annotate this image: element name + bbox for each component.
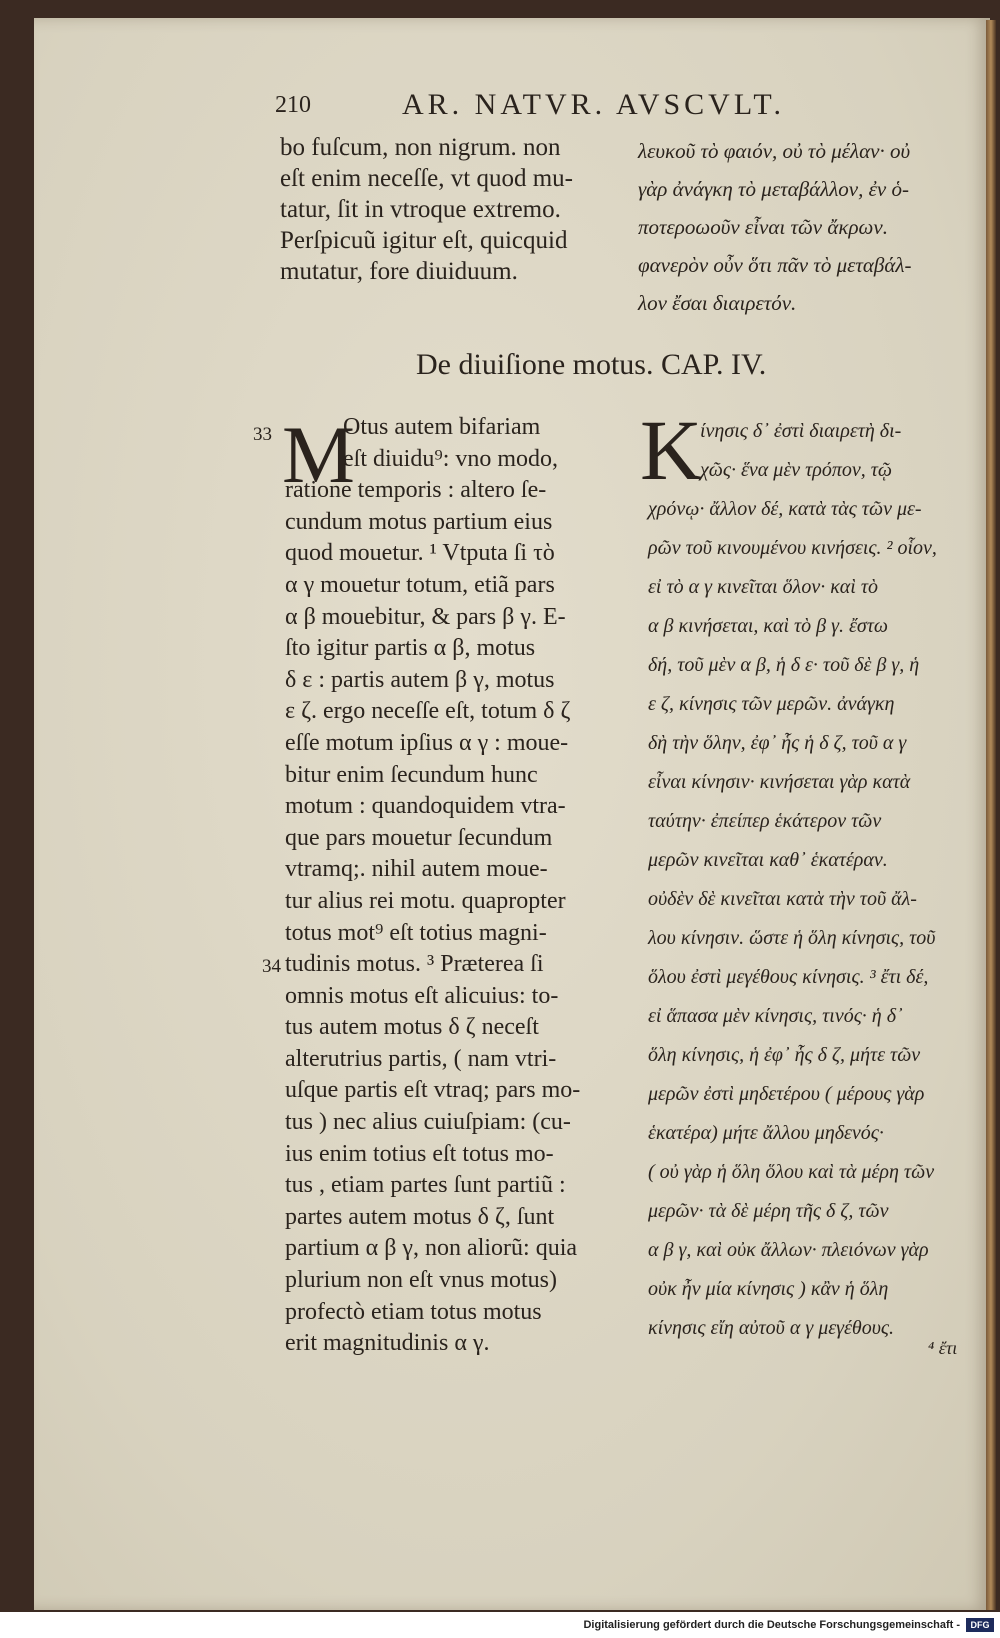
text-line: ſto igitur partis α β, motus	[285, 635, 536, 662]
text-line: vtramq;. nihil autem moue-	[285, 856, 548, 883]
text-line: motum : quandoquidem vtra-	[285, 793, 566, 820]
text-line: μερῶν ἐστὶ μηδετέρου ( μέρους γὰρ	[648, 1083, 925, 1105]
greek-top-text	[638, 132, 912, 322]
text-line: tur alius rei motu. quapropter	[285, 887, 566, 914]
text-line: tus autem motus δ ζ neceſt	[285, 1014, 539, 1041]
text-line: profectò etiam totus motus	[285, 1298, 542, 1325]
text-line: ratione temporis : altero ſe-	[285, 477, 547, 504]
text-line: tudinis motus. ³ Præterea ſi	[285, 951, 544, 978]
latin-main-text	[285, 412, 580, 1360]
text-line: totus mot⁹ eſt totius magni-	[285, 919, 547, 946]
text-line: plurium non eſt vnus motus)	[285, 1267, 557, 1294]
text-line: Otus autem bifariam	[343, 414, 541, 440]
text-line: partium α β γ, non aliorũ: quia	[285, 1235, 578, 1262]
text-line: δή, τοῦ μὲν α β, ἡ δ ε· τοῦ δὲ β γ, ἡ	[648, 654, 920, 676]
text-line: α γ mouetur totum, etiã pars	[285, 571, 555, 598]
text-line: λευκοῦ τὸ φαιόν, οὐ τὸ μέλαν· οὐ	[638, 139, 911, 163]
text-line: κίνησις εἴη αὐτοῦ α γ μεγέθους.	[648, 1317, 895, 1339]
text-line: bitur enim ſecundum hunc	[285, 761, 538, 788]
text-line: que pars mouetur ſecundum	[285, 824, 553, 851]
drop-cap-greek: K	[640, 402, 703, 498]
text-line: uſque partis eſt vtraq; pars mo-	[285, 1077, 581, 1104]
text-line: οὐκ ἦν μία κίνησις ) κἂν ἡ ὅλη	[648, 1278, 889, 1300]
text-line: χῶς· ἕνα μὲν τρόπον, τῷ	[700, 459, 893, 481]
text-line: erit magnitudinis α γ.	[285, 1330, 490, 1357]
dfg-logo: DFG	[966, 1618, 994, 1632]
text-line: eſt enim neceſſe, vt quod mu-	[280, 165, 573, 192]
page-number: 210	[275, 92, 311, 118]
text-line: partes autem motus δ ζ, ſunt	[285, 1203, 555, 1230]
page-edge	[986, 20, 996, 1610]
margin-number: 34	[262, 956, 281, 977]
text-line: εἰ τὸ α γ κινεῖται ὅλον· καὶ τὸ	[648, 576, 879, 598]
text-line: cundum motus partium eius	[285, 508, 553, 535]
latin-top-text	[280, 132, 573, 287]
text-line: φανερὸν οὖν ὅτι πᾶν τὸ μεταβάλ-	[638, 253, 912, 277]
text-line: bo fuſcum, non nigrum. non	[280, 134, 561, 161]
text-line: Perſpicuũ igitur eſt, quicquid	[280, 227, 568, 254]
text-line: ρῶν τοῦ κινουμένου κινήσεις. ² οἷον,	[648, 537, 937, 559]
text-line: ταύτην· ἐπείπερ ἑκάτερον τῶν	[648, 810, 882, 832]
digitization-credit: Digitalisierung gefördert durch die Deutsche Forschungsgemeinschaft -	[583, 1619, 960, 1631]
text-line: ὅλη κίνησις, ἡ ἐφ᾽ ἧς δ ζ, μήτε τῶν	[648, 1044, 921, 1066]
text-line: α β γ, καὶ οὐκ ἄλλων· πλειόνων γὰρ	[648, 1239, 929, 1261]
text-line: eſſe motum ipſius α γ : moue-	[285, 729, 569, 756]
text-line: α β mouebitur, & pars β γ. E-	[285, 603, 566, 630]
text-line: εἶναι κίνησιν· κινήσεται γὰρ κατὰ	[648, 771, 911, 793]
text-line: ( οὐ γὰρ ἡ ὅλη ὅλου καὶ τὰ μέρη τῶν	[648, 1161, 935, 1183]
text-line: ἑκατέρα) μήτε ἄλλου μηδενός·	[648, 1122, 884, 1144]
chapter-heading: De diuiſione motus. CAP. IV.	[416, 348, 767, 381]
text-line: εἰ ἅπασα μὲν κίνησις, τινός· ἡ δ᾽	[648, 1005, 903, 1027]
text-line: λου κίνησιν. ὥστε ἡ ὅλη κίνησις, τοῦ	[648, 927, 936, 949]
text-line: mutatur, fore diuiduum.	[280, 258, 518, 285]
text-line: tus ) nec alius cuiuſpiam: (cu-	[285, 1109, 571, 1136]
text-line: tatur, ſit in vtroque extremo.	[280, 196, 561, 223]
text-line: ὅλου ἐστὶ μεγέθους κίνησις. ³ ἔτι δέ,	[648, 966, 929, 988]
text-line: eſt diuidu⁹: vno modo,	[343, 445, 559, 472]
text-line: δ ε : partis autem β γ, motus	[285, 666, 555, 693]
text-line: λον ἔσαι διαιρετόν.	[638, 291, 797, 315]
text-line: γὰρ ἀνάγκη τὸ μεταβάλλον, ἐν ὁ-	[638, 177, 909, 201]
text-line: α β κινήσεται, καὶ τὸ β γ. ἔστω	[648, 615, 889, 637]
text-line: tus , etiam partes ſunt partiũ :	[285, 1172, 566, 1199]
text-line: alterutrius partis, ( nam vtri-	[285, 1045, 557, 1072]
text-line: omnis motus eſt alicuius: to-	[285, 982, 559, 1009]
text-line: ποτεροωοῦν εἶναι τῶν ἄκρων.	[638, 215, 888, 239]
text-line: ε ζ, κίνησις τῶν μερῶν. ἀνάγκη	[648, 693, 895, 715]
text-line: ius enim totius eſt totus mo-	[285, 1140, 554, 1167]
text-line: μερῶν κινεῖται καθ᾽ ἑκατέραν.	[648, 849, 888, 871]
margin-number: 33	[253, 424, 272, 445]
text-line: ε ζ. ergo neceſſe eſt, totum δ ζ	[285, 698, 571, 725]
drop-cap-latin: M	[282, 409, 355, 500]
text-line: χρόνῳ· ἄλλον δέ, κατὰ τὰς τῶν με-	[648, 498, 922, 520]
text-line: μερῶν· τὰ δὲ μέρη τῆς δ ζ, τῶν	[648, 1200, 889, 1222]
text-line: οὐδὲν δὲ κινεῖται κατὰ τὴν τοῦ ἄλ-	[648, 888, 917, 910]
text-line: quod mouetur. ¹ Vtputa ſi τὸ	[285, 540, 555, 567]
running-title: AR. NATVR. AVSCVLT.	[402, 88, 786, 121]
greek-main-text	[648, 412, 937, 1348]
text-line: δὴ τὴν ὅλην, ἐφ᾽ ἧς ἡ δ ζ, τοῦ α γ	[648, 732, 907, 754]
text-line: ίνησις δ᾽ ἐστὶ διαιρετὴ δι-	[700, 420, 902, 442]
catchword: ⁴ ἔτι	[928, 1338, 958, 1358]
